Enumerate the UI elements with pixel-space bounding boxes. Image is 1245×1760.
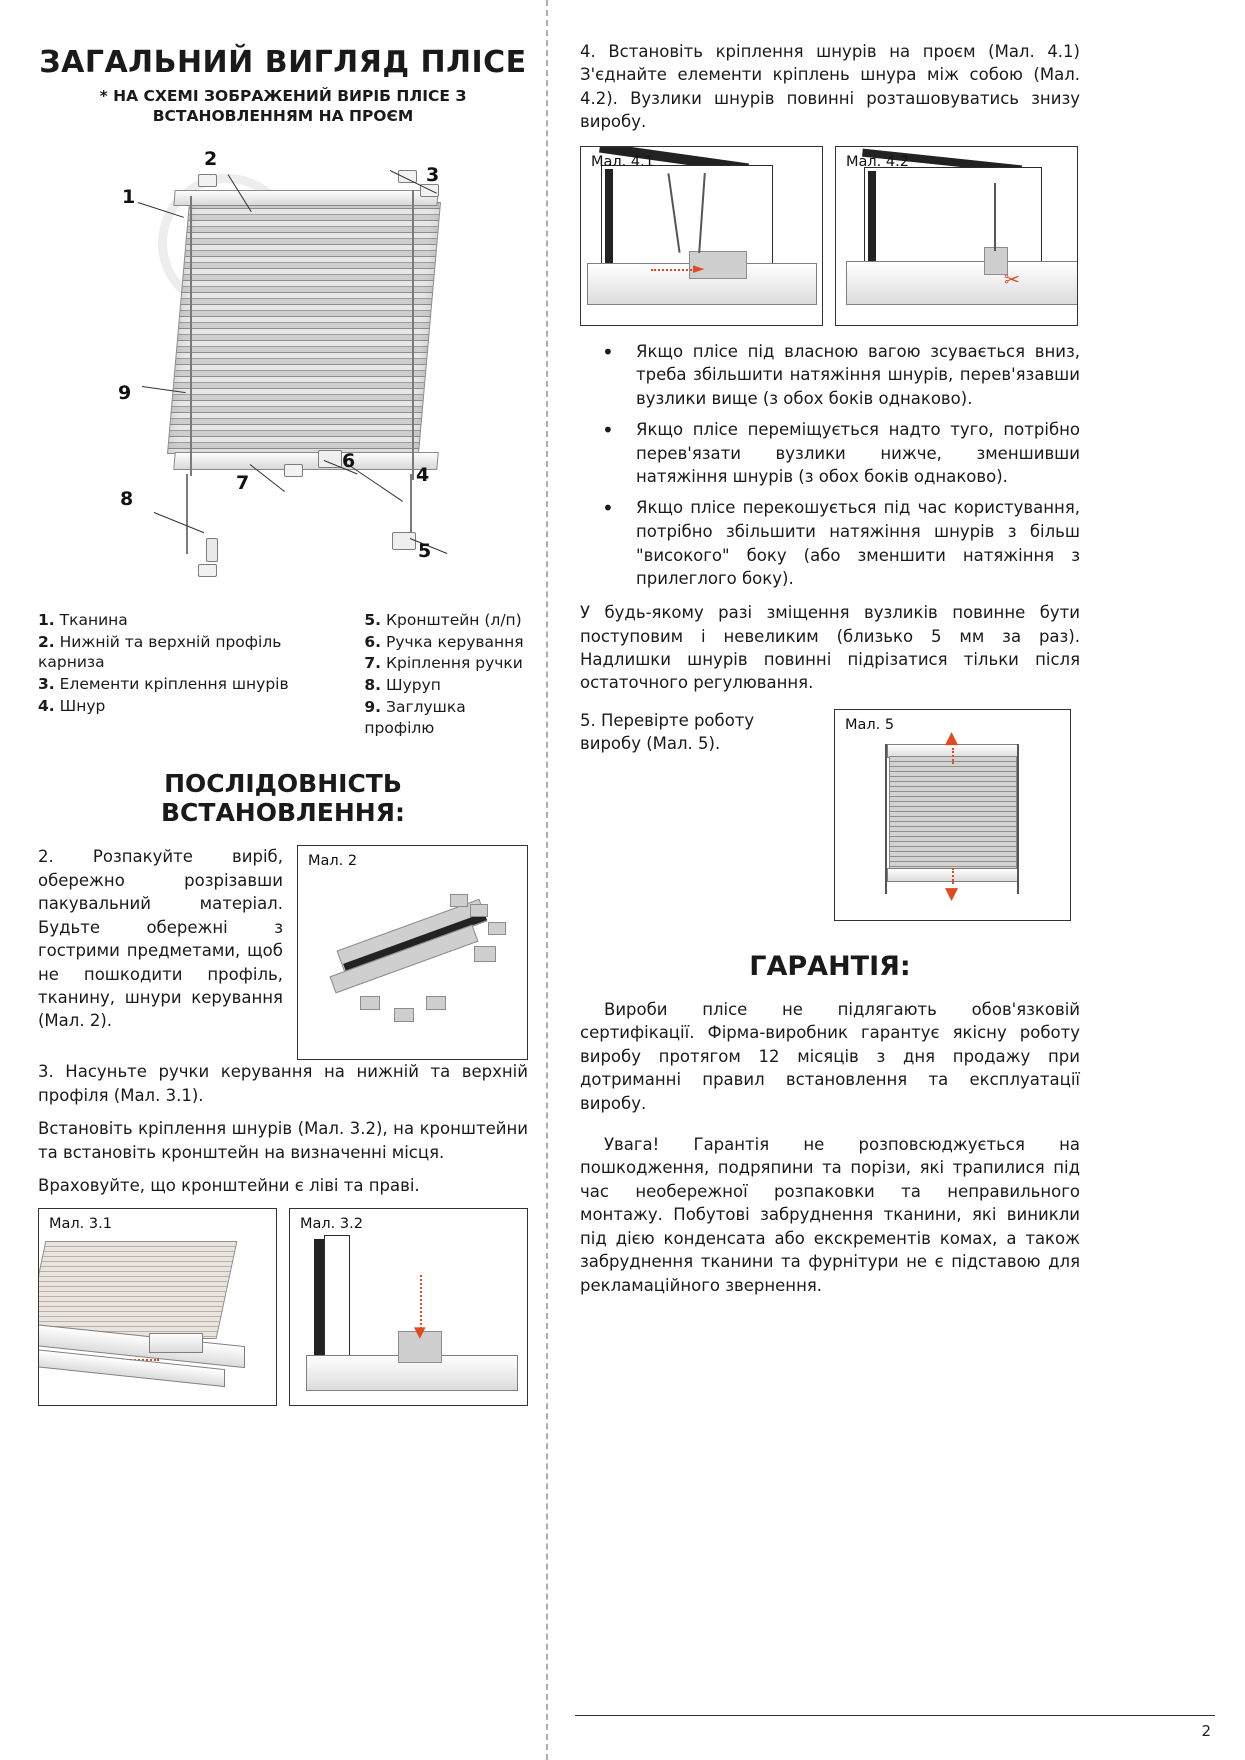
move-up-guide bbox=[952, 748, 954, 764]
legend-column-left bbox=[38, 610, 330, 740]
bottom-rail-illustration bbox=[173, 449, 439, 472]
loose-part-c bbox=[488, 922, 506, 935]
right-arrow-icon: ► bbox=[693, 258, 705, 277]
cord-drop-guide bbox=[420, 1275, 422, 1329]
adjustment-note: У будь-якому разі зміщення вузликів повинне бути поступовим і невеликим (близько 5 мм за раз). Надлишки шнурів повинні підрізатися тільки після остаточного регулювання. bbox=[580, 603, 1080, 693]
fabric-closeup bbox=[38, 1241, 237, 1339]
legend-num: 8. bbox=[364, 676, 382, 695]
loose-part-f bbox=[394, 1008, 414, 1022]
bullet-item: • Якщо плісе перекошується під час користування, потрібно збільшити натяжіння шнурів з більш "високого" боку (або зменшити натяжіння з прилеглого боку). bbox=[580, 496, 1080, 591]
pleated-fabric bbox=[889, 756, 1017, 870]
down-arrow-icon: ▼ bbox=[945, 883, 959, 904]
legend-text: Ручка керування bbox=[386, 632, 524, 651]
step-2-text: 2. Розпакуйте виріб, обережно розрізавши пакувальний матеріал. Будьте обережні з гострими предметами, щоб не пошкодити профіль, тканину, шнури керування (Мал. 2). bbox=[38, 847, 283, 1031]
legend-text: Кріплення ручки bbox=[386, 654, 523, 673]
legend-text: Шуруп bbox=[386, 676, 441, 695]
frame-left-dark bbox=[868, 171, 876, 265]
loose-part-a bbox=[450, 894, 468, 907]
legend-text: Нижній та верхній профіль карниза bbox=[38, 632, 282, 672]
figure-3-2 bbox=[289, 1208, 528, 1406]
down-arrow-icon: ▼ bbox=[414, 1322, 426, 1341]
figure-3-1 bbox=[38, 1208, 277, 1406]
parts-legend bbox=[38, 610, 528, 740]
legend-num: 7. bbox=[364, 654, 382, 673]
scissors-icon: ✂ bbox=[1004, 268, 1020, 291]
window-frame-white bbox=[324, 1235, 350, 1363]
column-divider bbox=[546, 0, 548, 1760]
warranty-paragraph-2: Увага! Гарантія не розповсюджується на пошкодження, подряпини та порізи, які трапилися під час необережної розпаковки та неправильного монтажу. Побутові забруднення тканини, які виникли під дією конденсата або екскрементів комах, а також забруднення тканини та фурнітури не є підставою для рекламаційного звернення. bbox=[580, 1134, 1080, 1295]
callout-8: 8 bbox=[120, 487, 134, 510]
screw-head-illustration bbox=[198, 564, 217, 577]
figure-4-1 bbox=[580, 146, 823, 326]
callout-5: 5 bbox=[418, 539, 432, 562]
figure-3-2-label: Мал. 3.2 bbox=[300, 1215, 363, 1232]
handle-fixing-illustration bbox=[284, 464, 303, 477]
callout-9: 9 bbox=[118, 381, 132, 404]
cord-right bbox=[412, 190, 414, 480]
screw-illustration bbox=[206, 538, 218, 562]
window-sill bbox=[846, 261, 1078, 305]
warranty-paragraph-1: Вироби плісе не підлягають обов'язковій сертифікації. Фірма-виробник гарантує якісну роботу виробу протягом 12 місяців з дня продажу при дотриманні правил встановлення та експлуатації виробу. bbox=[580, 999, 1080, 1113]
legend-column-right bbox=[364, 610, 528, 740]
leader-8 bbox=[154, 512, 204, 533]
callout-4: 4 bbox=[416, 463, 430, 486]
callout-7: 7 bbox=[236, 471, 250, 494]
window-frame-edge-dark bbox=[314, 1239, 324, 1359]
legend-item bbox=[364, 675, 528, 696]
step-5-text: 5. Перевірте роботу виробу (Мал. 5). bbox=[580, 710, 755, 753]
up-arrow-icon: ▲ bbox=[945, 727, 959, 748]
page-title: ЗАГАЛЬНИЙ ВИГЛЯД ПЛІСЕ bbox=[39, 45, 527, 80]
legend-item bbox=[364, 610, 528, 631]
step-2-block bbox=[38, 845, 528, 1060]
legend-text: Елементи кріплення шнурів bbox=[59, 675, 289, 694]
callout-1: 1 bbox=[122, 185, 136, 208]
callout-6: 6 bbox=[342, 449, 356, 472]
figure-5-label: Мал. 5 bbox=[845, 716, 895, 733]
loose-part-e bbox=[360, 996, 380, 1010]
callout-2: 2 bbox=[204, 147, 218, 170]
loose-part-d bbox=[474, 946, 496, 962]
figure-4-2 bbox=[835, 146, 1078, 326]
legend-text: Кронштейн (л/п) bbox=[386, 610, 522, 629]
figure-2-label: Мал. 2 bbox=[307, 853, 358, 870]
figure-2 bbox=[297, 845, 528, 1060]
legend-text: Тканина bbox=[59, 610, 128, 629]
figures-3-row bbox=[38, 1208, 528, 1406]
figure-3-1-label: Мал. 3.1 bbox=[49, 1215, 112, 1232]
footer-rule bbox=[575, 1715, 1215, 1716]
install-section-title: ПОСЛІДОВНІСТЬ ВСТАНОВЛЕННЯ: bbox=[161, 769, 405, 828]
callout-3: 3 bbox=[426, 163, 440, 186]
right-column bbox=[580, 40, 1080, 1307]
legend-num: 1. bbox=[38, 610, 55, 629]
loose-part-b bbox=[470, 904, 488, 917]
step-3-text-1: 3. Насуньте ручки керування на нижній та верхній профіля (Мал. 3.1). bbox=[38, 1062, 528, 1105]
legend-item bbox=[364, 653, 528, 674]
page-number: 2 bbox=[1201, 1722, 1211, 1740]
adjustment-bullets bbox=[580, 340, 1080, 592]
legend-item bbox=[364, 697, 528, 739]
pleated-fabric-illustration bbox=[167, 202, 441, 454]
page-subtitle: * НА СХЕМІ ЗОБРАЖЕНИЙ ВИРІБ ПЛІСЕ З ВСТАНОВЛЕННЯМ НА ПРОЄМ bbox=[99, 86, 467, 125]
cord-line bbox=[994, 183, 996, 251]
bullet-item: • Якщо плісе переміщується надто туго, потрібно перев'язати вузлики нижче, зменшивши натяжіння шнурів (з обох боків однаково). bbox=[580, 418, 1080, 489]
legend-item bbox=[38, 610, 330, 631]
loose-part-g bbox=[426, 996, 446, 1010]
bullet-item: • Якщо плісе під власною вагою зсувається вниз, треба збільшити натяжіння шнурів, перев'язавши вузлики вище (з обох боків однаково). bbox=[580, 340, 1080, 411]
step-3-text-2: Встановіть кріплення шнурів (Мал. 3.2), на кронштейни та встановіть кронштейн на визначенні місця. bbox=[38, 1119, 528, 1162]
cord-right-lower bbox=[410, 474, 412, 536]
overview-diagram bbox=[38, 134, 528, 604]
legend-num: 9. bbox=[364, 697, 382, 716]
figure-5 bbox=[834, 709, 1071, 921]
cord-left-lower bbox=[186, 474, 188, 554]
cord-right bbox=[1017, 744, 1019, 894]
legend-num: 6. bbox=[364, 632, 382, 651]
step-5-block bbox=[580, 709, 1080, 921]
figures-4-row bbox=[580, 146, 1080, 326]
cord-left bbox=[885, 744, 887, 894]
assembly-direction bbox=[651, 269, 695, 271]
legend-num: 5. bbox=[364, 610, 382, 629]
legend-item bbox=[38, 632, 330, 674]
legend-num: 3. bbox=[38, 675, 55, 694]
legend-text: Шнур bbox=[59, 696, 106, 715]
window-opening bbox=[864, 167, 1042, 269]
step-4-text: 4. Встановіть кріплення шнурів на проєм (Мал. 4.1) З'єднайте елементи кріплень шнура між собою (Мал. 4.2). Вузлики шнурів повинні розташовуватись знизу виробу. bbox=[580, 42, 1080, 132]
warranty-title: ГАРАНТІЯ: bbox=[749, 950, 911, 982]
end-cap-top bbox=[198, 174, 217, 187]
top-rail-illustration bbox=[173, 190, 438, 206]
legend-num: 2. bbox=[38, 632, 55, 651]
legend-item bbox=[38, 696, 330, 717]
bracket-illustration bbox=[392, 532, 416, 550]
move-down-guide bbox=[952, 868, 954, 884]
frame-left-dark bbox=[605, 169, 613, 267]
figure-4-1-label: Мал. 4.1 bbox=[591, 153, 654, 170]
legend-item bbox=[38, 674, 330, 695]
figure-4-2-label: Мал. 4.2 bbox=[846, 153, 909, 170]
legend-num: 4. bbox=[38, 696, 55, 715]
legend-item bbox=[364, 632, 528, 653]
handle-closeup bbox=[149, 1333, 203, 1353]
cord-left bbox=[190, 196, 192, 476]
step-3-text-3: Враховуйте, що кронштейни є ліві та праві. bbox=[38, 1176, 420, 1196]
left-column bbox=[38, 30, 528, 1406]
legend-text: Заглушка профілю bbox=[364, 697, 466, 737]
window-opening bbox=[601, 165, 773, 271]
